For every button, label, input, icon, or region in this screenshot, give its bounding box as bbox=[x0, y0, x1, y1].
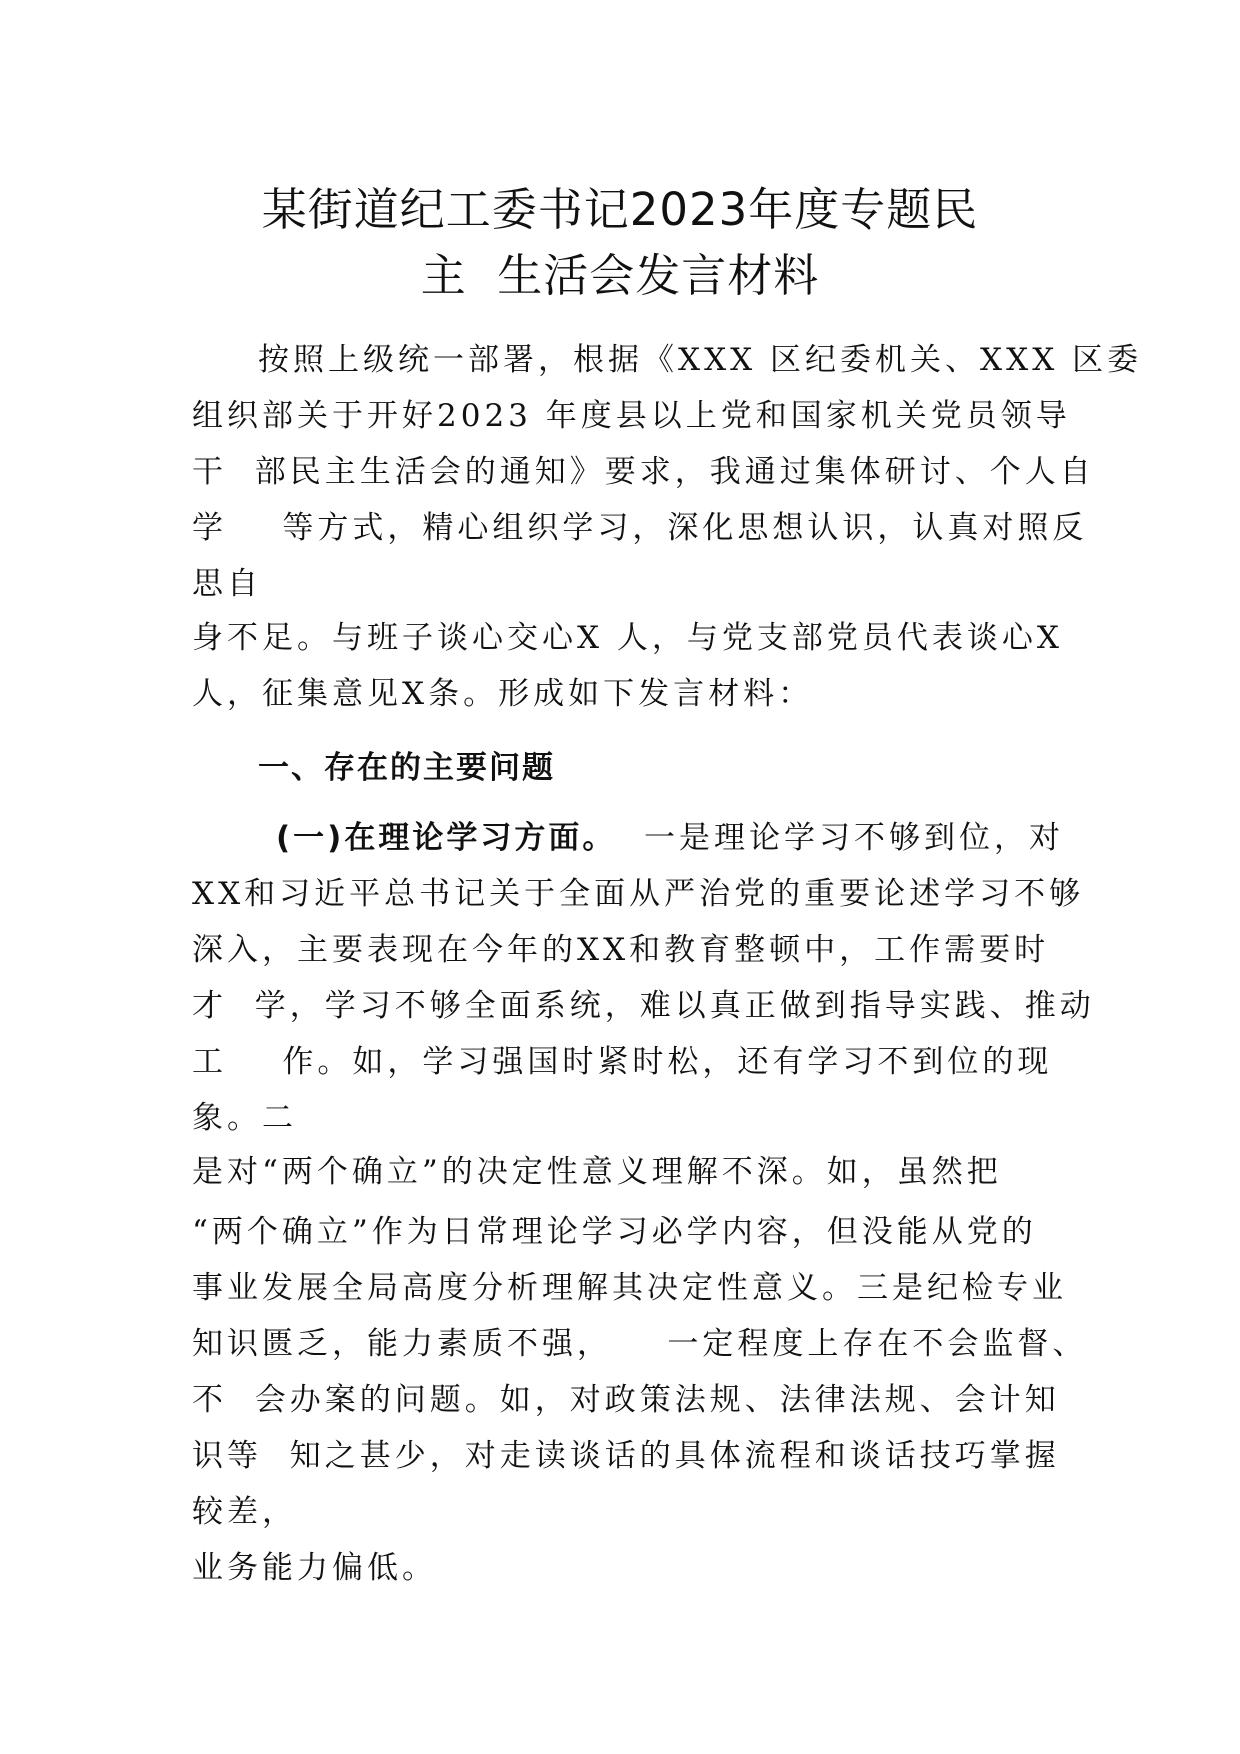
paragraph-line: 较差， bbox=[192, 1494, 297, 1530]
intro-line-5: 思自 bbox=[192, 566, 262, 602]
intro-line-7: 人，征集意见X条。形成如下发言材料： bbox=[192, 676, 814, 712]
paragraph-line: 才 学，学习不够全面系统，难以真正做到指导实践、推动 bbox=[192, 988, 1095, 1024]
paragraph-line: “两个确立”作为日常理论学习必学内容，但没能从党的 bbox=[192, 1214, 1037, 1250]
document-title-line-2: 主 生活会发言材料 bbox=[420, 249, 820, 302]
subsection-label-theory: (一)在理论学习方面。 bbox=[276, 820, 617, 856]
paragraph-line: 事业发展全局高度分析理解其决定性意义。三是纪检专业 bbox=[192, 1270, 1067, 1306]
section-heading-problems: 一、存在的主要问题 bbox=[258, 750, 555, 786]
intro-line-1: 按照上级统一部署，根据《XXX 区纪委机关、XXX 区委 bbox=[258, 342, 1143, 378]
document-title-line-1: 某街道纪工委书记2023年度专题民 bbox=[261, 183, 979, 236]
paragraph-line: 工 作。如，学习强国时紧时松，还有学习不到位的现 bbox=[192, 1044, 1053, 1080]
intro-line-2: 组织部关于开好2023 年度县以上党和国家机关党员领导 bbox=[192, 398, 1071, 434]
paragraph-line: 识等 知之甚少，对走读谈话的具体流程和谈话技巧掌握 bbox=[192, 1438, 1060, 1474]
paragraph-line: XX和习近平总书记关于全面从严治党的重要论述学习不够 bbox=[192, 876, 1085, 912]
paragraph-line: 象。二 bbox=[192, 1100, 297, 1136]
intro-line-4: 学 等方式，精心组织学习，深化思想认识，认真对照反 bbox=[192, 510, 1088, 546]
paragraph-line: 深入，主要表现在今年的XX和教育整顿中，工作需要时 bbox=[192, 932, 1050, 968]
paragraph-line: 知识匮乏，能力素质不强， 一定程度上存在不会监督、 bbox=[192, 1326, 1088, 1362]
paragraph-line: 不 会办案的问题。如，对政策法规、法律法规、会计知 bbox=[192, 1382, 1060, 1418]
intro-line-6: 身不足。与班子谈心交心X 人，与党支部党员代表谈心X bbox=[192, 620, 1063, 656]
paragraph-line: 业务能力偏低。 bbox=[192, 1550, 437, 1586]
subsection-first-line-text: 一是理论学习不够到位，对 bbox=[616, 820, 1065, 856]
paragraph-line: 是对“两个确立”的决定性意义理解不深。如，虽然把 bbox=[192, 1154, 1002, 1190]
subsection-first-line bbox=[276, 818, 1064, 858]
intro-line-3: 干 部民主生活会的通知》要求，我通过集体研讨、个人自 bbox=[192, 454, 1095, 490]
